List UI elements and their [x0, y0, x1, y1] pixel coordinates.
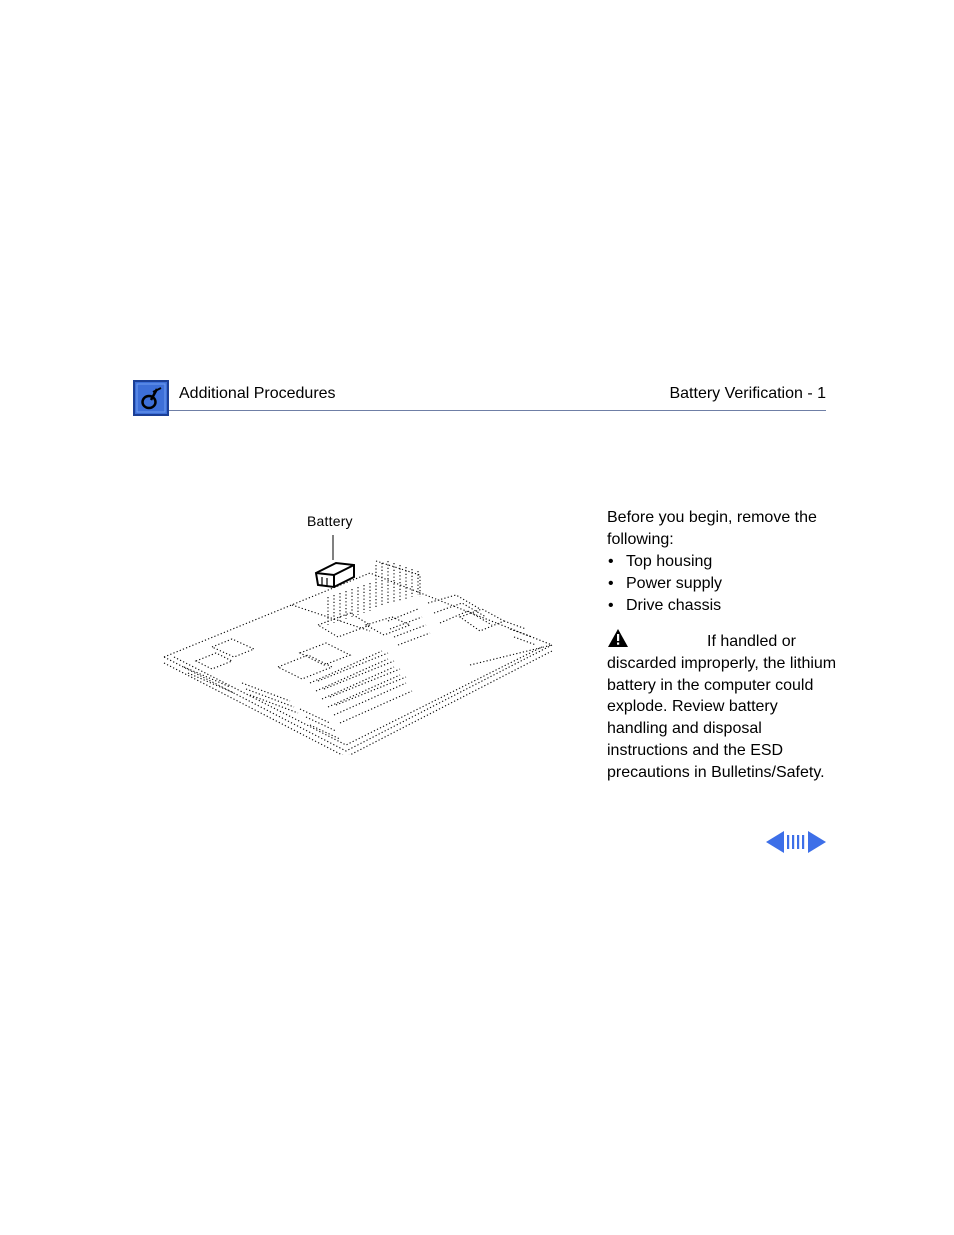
removal-list	[607, 551, 837, 617]
warning-triangle-icon	[607, 628, 629, 648]
page-header	[133, 378, 826, 418]
warning-text: If handled or discarded improperly, the lithium battery in the computer could explode. Review battery handling and disposal instructions and the ESD precautions in Bulletins/Safety.	[607, 633, 837, 781]
page-title: Battery Verification - 1	[669, 385, 826, 402]
battery-callout-label: Battery	[307, 513, 353, 529]
list-item: • Top housing	[607, 551, 837, 573]
arrow-right-icon[interactable]	[807, 830, 827, 854]
section-title: Additional Procedures	[179, 385, 336, 402]
warning-block	[607, 628, 837, 784]
page-navigation	[765, 830, 827, 854]
list-item: • Power supply	[607, 573, 837, 595]
logic-board-illustration	[160, 505, 560, 755]
intro-lead: Before you begin, remove the following:	[607, 509, 817, 548]
list-item: • Drive chassis	[607, 595, 837, 617]
index-bars-icon[interactable]	[786, 830, 806, 854]
apple-service-icon	[133, 380, 169, 416]
intro-section	[607, 507, 837, 617]
header-divider	[169, 410, 826, 411]
arrow-left-icon[interactable]	[765, 830, 785, 854]
logic-board-figure	[160, 505, 560, 755]
